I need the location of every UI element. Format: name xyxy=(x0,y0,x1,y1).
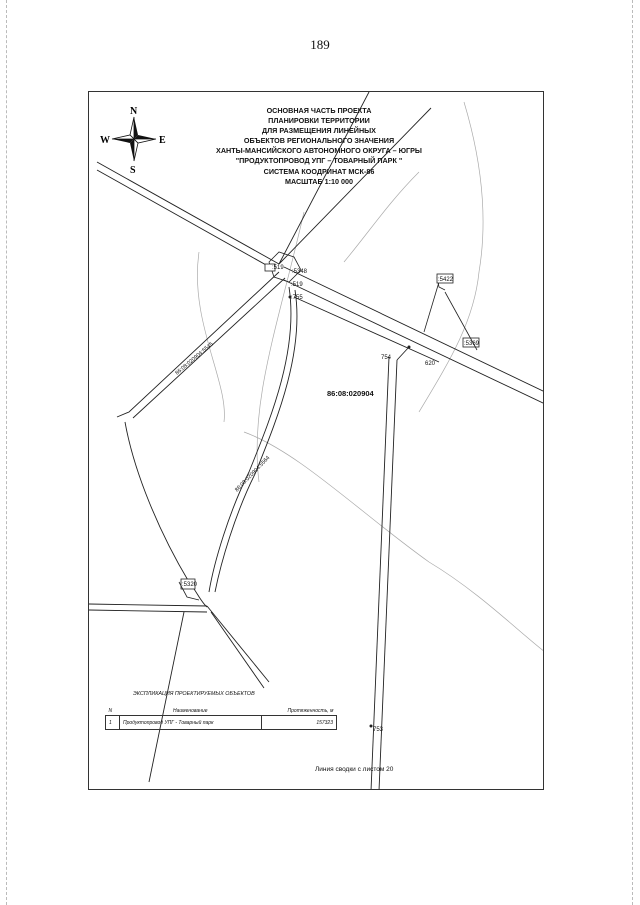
legend-title: ЭКСПЛИКАЦИЯ ПРОЕКТИРУЕМЫХ ОБЪЕКТОВ xyxy=(133,691,255,697)
label-755: :755 xyxy=(291,295,303,301)
legend-header-name: Наименование xyxy=(172,708,208,714)
left-road xyxy=(117,272,297,607)
title-line-4: ОБЪЕКТОВ РЕГИОНАЛЬНОГО ЗНАЧЕНИЯ xyxy=(243,136,395,146)
compass-n: N xyxy=(130,106,138,117)
label-5320: :5320 xyxy=(182,582,198,588)
junction xyxy=(179,252,301,600)
map-frame xyxy=(88,91,544,790)
label-519-left: :519 xyxy=(272,265,284,271)
label-5369: :5369 xyxy=(464,341,480,347)
point-marks xyxy=(289,296,411,728)
title-line-2: ПЛАНИРОВКИ ТЕРРИТОРИИ xyxy=(268,116,370,126)
title-line-3: ДЛЯ РАЗМЕЩЕНИЯ ЛИНЕЙНЫХ xyxy=(262,126,376,136)
pipeline-vertical xyxy=(371,347,409,790)
label-road-5564: 86:08:020904:5564 xyxy=(234,455,272,494)
title-line-7: СИСТЕМА КООДРИНАТ МСК-86 xyxy=(263,166,375,176)
title-line-1: ОСНОВНАЯ ЧАСТЬ ПРОЕКТА xyxy=(266,106,372,115)
map-title-block xyxy=(199,106,439,187)
label-519: :519 xyxy=(291,282,303,288)
label-753: 753 xyxy=(373,727,384,733)
page-edge-left xyxy=(6,0,7,905)
label-5422: :5422 xyxy=(438,277,454,283)
page-edge-right xyxy=(632,0,633,905)
label-5348: :5348 xyxy=(292,269,308,275)
page-number: 189 xyxy=(310,37,330,52)
label-parcel-main: 86:08:020904 xyxy=(327,389,374,398)
sheet-join-note: Линия сводки с листом 20 xyxy=(315,766,394,773)
title-line-6: "ПРОДУКТОПРОВОД УПГ – ТОВАРНЫЙ ПАРК " xyxy=(235,156,403,166)
compass-rose-icon xyxy=(100,106,166,176)
legend-header-row xyxy=(106,707,337,716)
compass-e: E xyxy=(159,135,166,146)
title-line-8: МАСШТАБ 1:10 000 xyxy=(284,176,354,186)
map-canvas xyxy=(89,92,544,790)
legend-row xyxy=(106,716,337,730)
label-754: 754 xyxy=(381,355,392,361)
legend-header-n: N xyxy=(108,708,113,714)
legend-table xyxy=(105,707,337,730)
compass-w: W xyxy=(100,135,110,146)
legend-row-length: 157323 xyxy=(261,716,337,730)
corridor-road xyxy=(284,267,544,404)
legend-header-length: Протяженность, м xyxy=(287,708,334,714)
legend-row-name: Продуктопровод УПГ - Товарный парк xyxy=(120,716,262,730)
compass-s: S xyxy=(130,165,136,176)
legend-row-n: 1 xyxy=(106,716,120,730)
map-labels xyxy=(174,265,479,733)
label-620: 620 xyxy=(425,361,436,367)
title-line-5: ХАНТЫ-МАНСИЙСКОГО АВТОНОМНОГО ОКРУГА – ЮГРЫ xyxy=(216,146,422,156)
label-road-5545: 86:08:020904:5545 xyxy=(174,341,215,377)
